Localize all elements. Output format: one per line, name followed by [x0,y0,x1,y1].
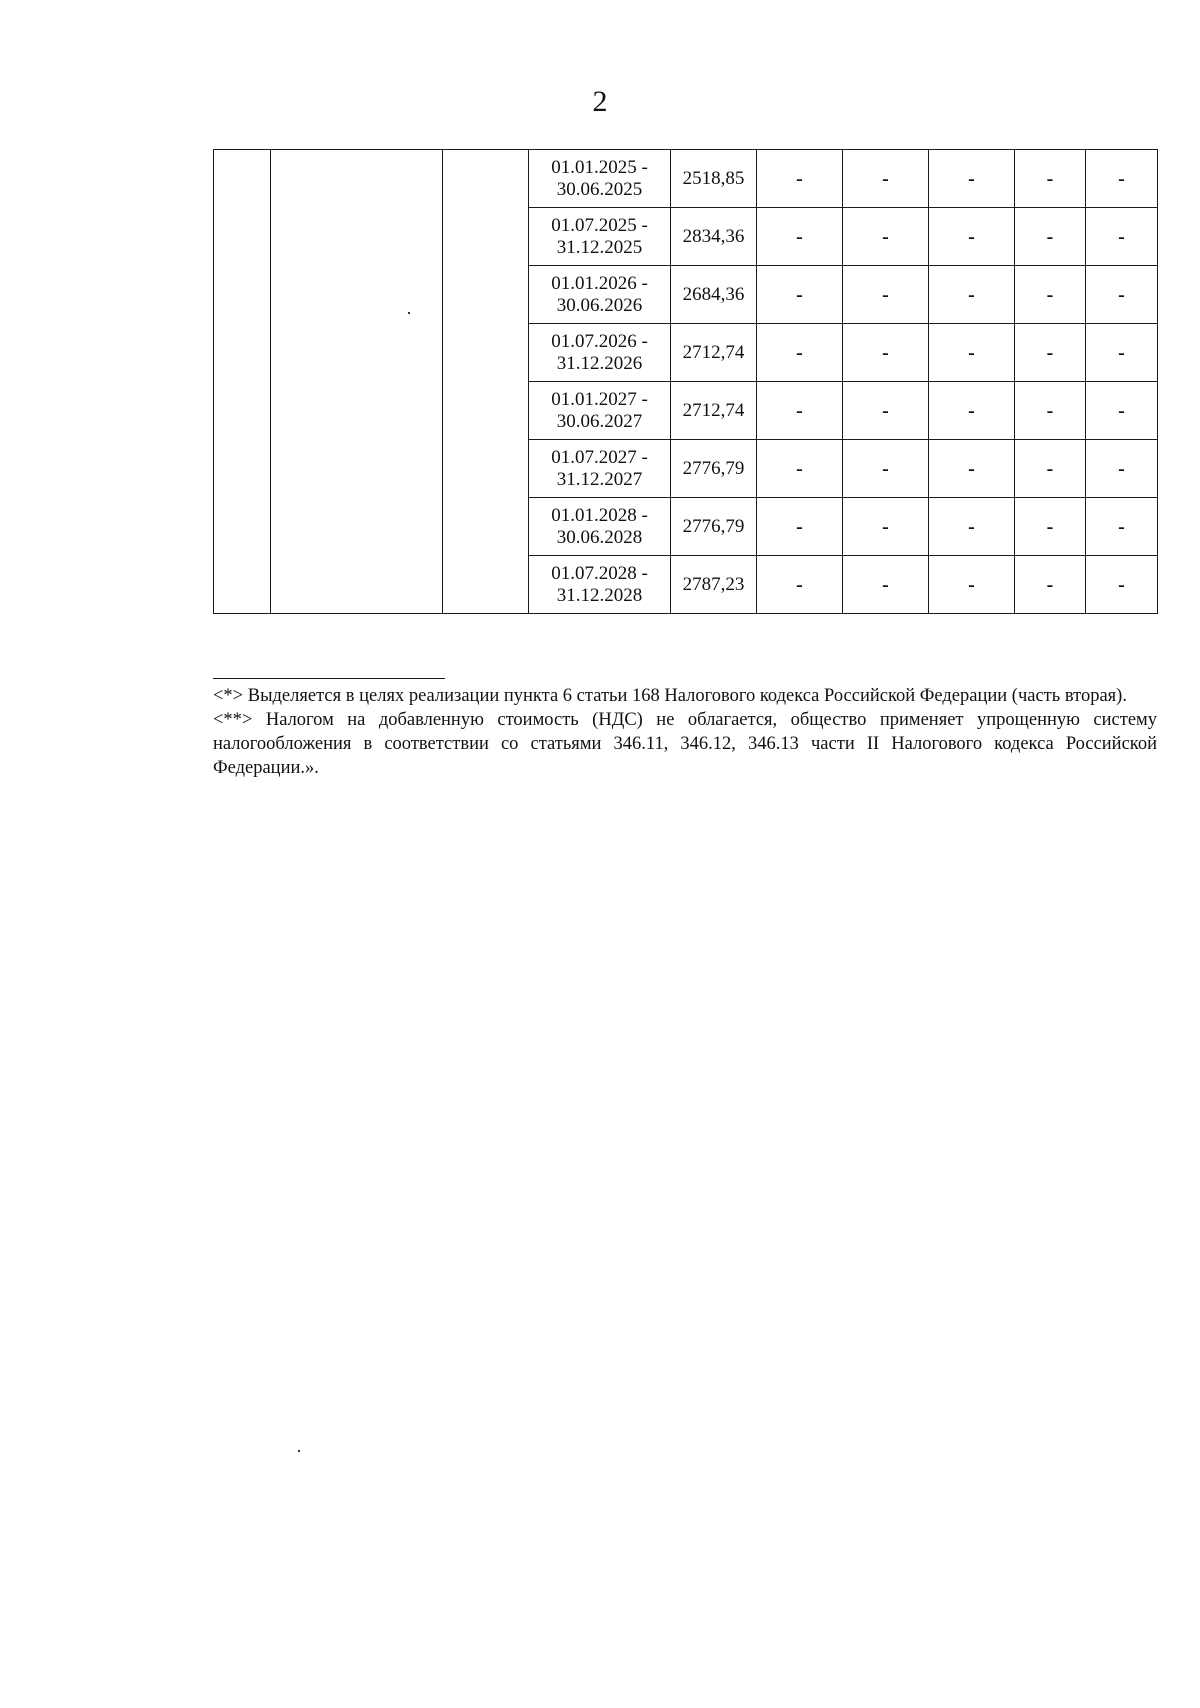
dash-cell: - [929,556,1015,614]
tariff-value: 2712,74 [671,324,757,382]
dash-cell: - [1086,498,1158,556]
period-start: 01.01.2026 - [551,272,648,294]
dash-cell: - [929,324,1015,382]
dash-cell: - [1015,150,1086,208]
period-end: 31.12.2028 [556,584,643,606]
scan-speck [298,1450,300,1452]
period-cell [529,208,671,266]
dash-cell: - [929,150,1015,208]
dash-cell: - [929,382,1015,440]
tariff-value: 2684,36 [671,266,757,324]
dash-cell: - [757,266,843,324]
dash-cell: - [1015,440,1086,498]
dash-cell: - [1015,324,1086,382]
tariff-table [213,149,1158,614]
empty-cell-name [271,150,443,614]
period-end: 30.06.2026 [556,294,643,316]
dash-cell: - [929,208,1015,266]
period-cell [529,324,671,382]
period-end: 30.06.2025 [556,178,643,200]
dash-cell: - [757,498,843,556]
dash-cell: - [1086,208,1158,266]
period-end: 31.12.2027 [556,468,643,490]
period-cell [529,150,671,208]
footnote-separator [213,678,445,679]
page-number: 2 [592,85,608,118]
tariff-value: 2776,79 [671,498,757,556]
dash-cell: - [757,440,843,498]
dash-cell: - [843,498,929,556]
period-start: 01.01.2028 - [551,504,648,526]
dash-cell: - [1015,382,1086,440]
period-cell [529,556,671,614]
dash-cell: - [1086,556,1158,614]
empty-cell-number [214,150,271,614]
dash-cell: - [1086,382,1158,440]
dash-cell: - [843,556,929,614]
dash-cell: - [929,440,1015,498]
tariff-value: 2776,79 [671,440,757,498]
period-end: 30.06.2027 [556,410,643,432]
dash-cell: - [1015,266,1086,324]
period-cell [529,382,671,440]
dash-cell: - [929,266,1015,324]
dash-cell: - [1015,556,1086,614]
period-start: 01.07.2026 - [551,330,648,352]
period-start: 01.07.2025 - [551,214,648,236]
period-start: 01.01.2025 - [551,156,648,178]
dash-cell: - [843,440,929,498]
period-start: 01.07.2027 - [551,446,648,468]
dash-cell: - [843,266,929,324]
dash-cell: - [1086,440,1158,498]
footnote-2: <**> Налогом на добавленную стоимость (НДС) не облагается, общество применяет упрощенную систему налогообложения в соответствии со статьями 346.11, 346.12, 346.13 части II Налогового кодекса Российской Федерации.». [213,710,1157,778]
dash-cell: - [843,150,929,208]
period-end: 30.06.2028 [556,526,643,548]
dash-cell: - [929,498,1015,556]
empty-cell-group [443,150,529,614]
footnotes [213,684,1157,780]
table-row [214,150,1158,208]
period-cell [529,266,671,324]
footnote-1: <*> Выделяется в целях реализации пункта 6 статьи 168 Налогового кодекса Российской Федерации (часть вторая). [213,686,1127,706]
period-start: 01.01.2027 - [551,388,648,410]
dash-cell: - [1015,208,1086,266]
dash-cell: - [757,556,843,614]
tariff-value: 2787,23 [671,556,757,614]
period-cell [529,498,671,556]
table-body [214,150,1158,614]
tariff-value: 2712,74 [671,382,757,440]
dash-cell: - [757,150,843,208]
dash-cell: - [1086,324,1158,382]
scan-speck [408,312,410,314]
dash-cell: - [757,208,843,266]
dash-cell: - [757,382,843,440]
dash-cell: - [1086,150,1158,208]
period-start: 01.07.2028 - [551,562,648,584]
tariff-value: 2834,36 [671,208,757,266]
dash-cell: - [1015,498,1086,556]
period-cell [529,440,671,498]
tariff-value: 2518,85 [671,150,757,208]
dash-cell: - [843,382,929,440]
dash-cell: - [843,208,929,266]
period-end: 31.12.2026 [556,352,643,374]
period-end: 31.12.2025 [556,236,643,258]
dash-cell: - [1086,266,1158,324]
dash-cell: - [843,324,929,382]
dash-cell: - [757,324,843,382]
